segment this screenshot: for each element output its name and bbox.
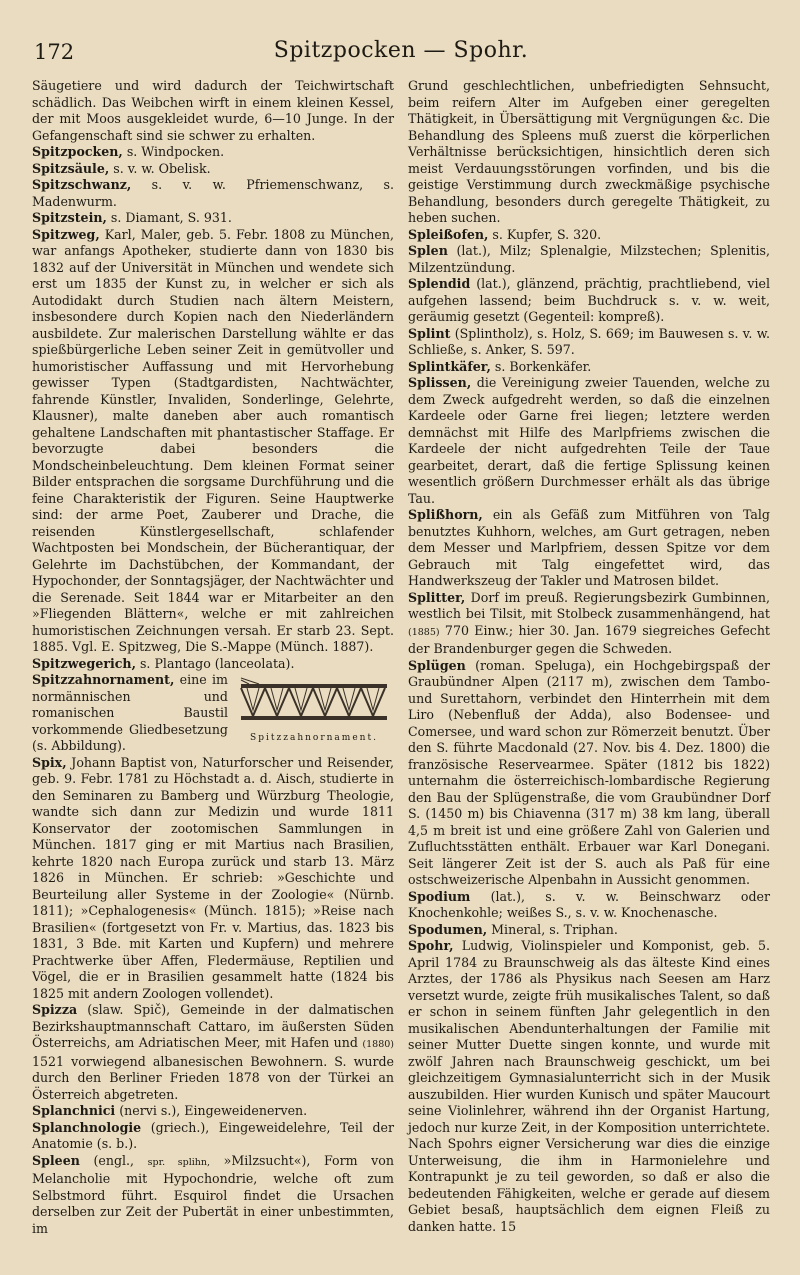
headword: Splißhorn, [408, 507, 483, 522]
headword: Spodium [408, 888, 471, 904]
headword: Spleißofen, [408, 226, 489, 242]
headword: Spitzwegerich, [32, 655, 136, 671]
entry-splanchnologie: Splanchnologie (griech.), Eingeweidelehre, Teil der Anatomie (s. b.). [32, 1119, 394, 1151]
headword: Splügen [408, 657, 466, 673]
ornament-illustration [239, 676, 389, 726]
entry-spitzstein: Spitzstein, s. Diamant, S. 931. [32, 210, 232, 225]
headword: Splissen, [408, 375, 472, 390]
headword: Spodumen, [408, 921, 488, 937]
entry-splendid: Splendid (lat.), glänzend, prächtig, prachtliebend, viel aufgehen lassend; beim Buchdruck s. v. w. weit, geräumig gesetzt (Gegenteil: kompreß). [408, 276, 770, 324]
entry-spizza: Spizza (slaw. Spič), Gemeinde in der dalmatischen Bezirkshauptmannschaft Cattaro, im äußersten Süden Österreichs, am Adriatischen Meer, mit Hafen und (1880) 1521 vorwiegend albanesischen Bewohnern. S. wurde durch den Berliner Frieden 1878 von der Türkei an Österreich abgetreten. [32, 1002, 394, 1102]
headword: Spitzweg, [32, 226, 100, 242]
entry-spitzschwanz: Spitzschwanz, s. v. w. Pfriemenschwanz, s. Madenwurm. [32, 177, 394, 209]
headword: Spitzpocken, [32, 144, 123, 159]
entry-splintkaefer: Splintkäfer, s. Borkenkäfer. [408, 358, 592, 374]
entry-spohr: Spohr, Ludwig, Violinspieler und Komponist, geb. 5. April 1784 zu Braunschweig als das älteste Kind eines Arztes, der 1786 als Physikus nach Seesen am Harz versetzt wurde, zeigte früh musikalisches Talent, so daß er schon in seinem fünften Jahr gelegentlich in den musikalischen Abendunterhaltungen der Familie mit seiner Mutter Duette singen konnte, und wurde mit zwölf Jahren nach Braunschweig geschickt, um bei gleichzeitigem Gymnasialunterricht sich in der Musik auszubilden. Hier wurden Kunisch und später Maucourt seine Violinlehrer, während ihn der Organist Hartung, jedoch nur kurze Zeit, in der Komposition unterrichtete. Nach Spohrs eigner Versicherung war dies die einzige Unterweisung, die ihm in Harmonielehre und Kontrapunkt je zu teil geworden, so daß er also die bedeutenden Fähigkeiten, welche er gerade auf diesem Gebiet besaß, hauptsächlich dem eignen Fleiß zu danken hatte. 15 [408, 938, 770, 1234]
headword: Splint [408, 325, 451, 341]
headword: Splen [408, 243, 448, 258]
entry-spodumen: Spodumen, Mineral, s. Triphan. [408, 921, 618, 937]
right-column [408, 78, 770, 1237]
headword: Splanchnologie [32, 1119, 142, 1135]
headword: Spitzstein, [32, 210, 107, 225]
left-column [32, 78, 394, 1237]
ornament-figure [234, 672, 394, 755]
entry-spitzwegerich: Spitzwegerich, s. Plantago (lanceolata). [32, 655, 295, 671]
entry-continuation: Säugetiere und wird dadurch der Teichwirtschaft schädlich. Das Weibchen wirft in einem kleinen Kessel, der mit Moos ausgekleidet wurde, 6—10 Junge. In der Gefangenschaft sind sie schwer zu erhalten. [32, 78, 394, 143]
entry-spleen: Spleen (engl., spr. splihn, »Milzsucht«), Form von Melancholie mit Hypochondrie, welche oft zum Selbstmord führt. Esquirol findet die Ursachen derselben zur Zeit der Pubertät in einer unbestimmten, im [32, 1152, 394, 1236]
page-header [32, 36, 770, 70]
entry-spitzweg: Spitzweg, Karl, Maler, geb. 5. Febr. 1808 zu München, war anfangs Apotheker, studierte dann von 1830 bis 1832 auf der Universität in München und wendete sich erst um 1835 der Kunst zu, in welcher er sich als Autodidakt durch Studien nach ältern Meistern, insbesondere durch Kopien nach den Niederländern ausbildete. Zur malerischen Darstellung wählte er das spießbürgerliche Leben seiner Zeit in gemütvoller und humoristischer Auffassung und mit Hervorhebung gewisser Typen (Stadtgardisten, Nachtwächter, fahrende Künstler, Invaliden, Sonderlinge, Gelehrte, Klausner), malte daneben aber auch romantisch gehaltene Landschaften mit phantastischer Staffage. Er bevorzugte dabei besonders die Mondscheinbeleuchtung. Dem kleinen Format seiner Bilder entsprachen die sorgsame Durchführung und die feine Charakteristik der Figuren. Seine Hauptwerke sind: der arme Poet, Zauberer und Drache, die reisenden Künstlergesellschaft, schlafender Wachtposten bei Mondschein, der Bücherantiquar, der Gelehrte im Dachstübchen, der Kommandant, der Hypochonder, der Sonntagsjäger, der Nachtwächter und die Serenade. Seit 1844 war er Mitarbeiter an den »Fliegenden Blättern«, welche er mit zahlreichen humoristischen Zeichnungen versah. Er starb 23. Sept. 1885. Vgl. E. Spitzweg, Die S.-Mappe (Münch. 1887). [32, 226, 394, 654]
entry-continuation: Grund geschlechtlichen, unbefriedigten Sehnsucht, beim reifern Alter im Aufgeben einer geregelten Thätigkeit, in Übersättigung mit Vergnügungen &c. Die Behandlung des Spleens muß zuerst die körperlichen Verhältnisse berücksichtigen, hinsichtlich deren sich meist Verdauungsstörungen vorfinden, und bis die geistige Verstimmung durch zweckmäßige psychische Behandlung, besonders durch geregelte Thätigkeit, zu heben suchen. [408, 78, 770, 225]
entry-splen: Splen (lat.), Milz; Splenalgie, Milzstechen; Splenitis, Milzentzündung. [408, 243, 770, 275]
entry-spitzzahnornament: Spitzzahnornament, eine im normännischen und romanischen Baustil vorkommende Gliedbesetzung (s. Abbildung). Spitzzahnornament. [32, 672, 394, 755]
running-head: Spitzpocken — Spohr. [273, 38, 529, 63]
entry-splitter: Splitter, Dorf im preuß. Regierungsbezirk Gumbinnen, westlich bei Tilsit, mit Stolbeck zusammenhängend, hat (1885) 770 Einw.; hier 30. Jan. 1679 siegreiches Gefecht der Brandenburger gegen die Schweden. [408, 589, 770, 656]
headword: Spitzsäule, [32, 160, 110, 176]
entry-spluegen: Splügen (roman. Speluga), ein Hochgebirgspaß der Graubündner Alpen (2117 m), zwischen dem Tambo- und Surettahorn, verbindet den Hinterrhein mit dem Liro (Nebenfluß der Adda), also Bodensee- und Comersee, und ward schon zur Römerzeit benutzt. Über den S. führte Macdonald (27. Nov. bis 4. Dez. 1800) die französische Reservearmee. Später (1812 bis 1822) unternahm die österreichisch-lombardische Regierung den Bau der Splügenstraße, die vom Graubündner Dorf S. (1450 m) bis Chiavenna (317 m) 38 km lang, überall 4,5 m breit ist und eine größere Zahl von Galerien und Zufluchtsstätten enthält. Erbauer war Karl Donegani. Seit längerer Zeit ist der S. auch als Paß für eine ostschweizerische Alpenbahn in Aussicht genommen. [408, 657, 770, 887]
page-number: 172 [34, 40, 75, 64]
headword: Splendid [408, 276, 471, 291]
entry-splissen: Splissen, die Vereinigung zweier Tauenden, welche zu dem Zweck aufgedreht werden, so daß die einzelnen Kardeele oder Garne frei liegen; letztere werden demnächst mit Hilfe des Marlpfriems zwischen die Kardeele der nicht aufgedrehten Teile der Taue gearbeitet, derart, daß die fertige Splissung keinen wesentlich größern Durchmesser erhält als das übrige Tau. [408, 375, 770, 506]
entry-spitzpocken: Spitzpocken, s. Windpocken. [32, 144, 225, 159]
figure-caption: Spitzzahnornament. [250, 733, 378, 743]
entry-spleissofen: Spleißofen, s. Kupfer, S. 320. [408, 226, 602, 242]
headword: Spitzzahnornament, [32, 672, 175, 687]
headword: Spizza [32, 1002, 78, 1017]
entry-splint: Splint (Splintholz), s. Holz, S. 669; im Bauwesen s. v. w. Schließe, s. Anker, S. 597. [408, 325, 770, 357]
headword: Splanchnici [32, 1103, 116, 1118]
headword: Splitter, [408, 589, 466, 605]
entry-spitzsaeule: Spitzsäule, s. v. w. Obelisk. [32, 160, 211, 176]
headword: Spohr, [408, 938, 454, 953]
headword: Splintkäfer, [408, 358, 491, 374]
entry-splanchnici: Splanchnici (nervi s.), Eingeweidenerven. [32, 1103, 308, 1118]
headword: Spleen [32, 1152, 80, 1168]
entry-spodium: Spodium (lat.), s. v. w. Beinschwarz oder Knochenkohle; weißes S., s. v. w. Knochenasche. [408, 888, 770, 920]
headword: Spix, [32, 754, 67, 770]
entry-splisshorn: Splißhorn, ein als Gefäß zum Mitführen von Talg benutztes Kuhhorn, welches, am Gurt getragen, neben dem Messer und Marlpfriem, dessen Spitze vor dem Gebrauch mit Talg eingefettet wird, das Handwerkszeug der Takler und Matrosen bildet. [408, 507, 770, 588]
entry-spix: Spix, Johann Baptist von, Naturforscher und Reisender, geb. 9. Febr. 1781 zu Höchstadt a. d. Aisch, studierte in den Seminaren zu Bamberg und Würzburg Theologie, wandte sich dann zur Medizin und wurde 1811 Konservator der zootomischen Sammlungen in München. 1817 ging er mit Martius nach Brasilien, kehrte 1820 nach Europa zurück und starb 13. März 1826 in München. Er schrieb: »Geschichte und Beurteilung aller Systeme in der Zoologie« (Nürnb. 1811); »Cephalogenesis« (Münch. 1815); »Reise nach Brasilien« (fortgesetzt von Fr. v. Martius, das. 1823 bis 1831, 3 Bde. mit Karten und Kupfern) und mehrere Prachtwerke über Affen, Fledermäuse, Reptilien und Vögel, die er in Brasilien gesammelt hatte (1824 bis 1825 mit andern Zoologen vollendet). [32, 754, 394, 1001]
text-columns [32, 78, 770, 1237]
headword: Spitzschwanz, [32, 177, 132, 192]
